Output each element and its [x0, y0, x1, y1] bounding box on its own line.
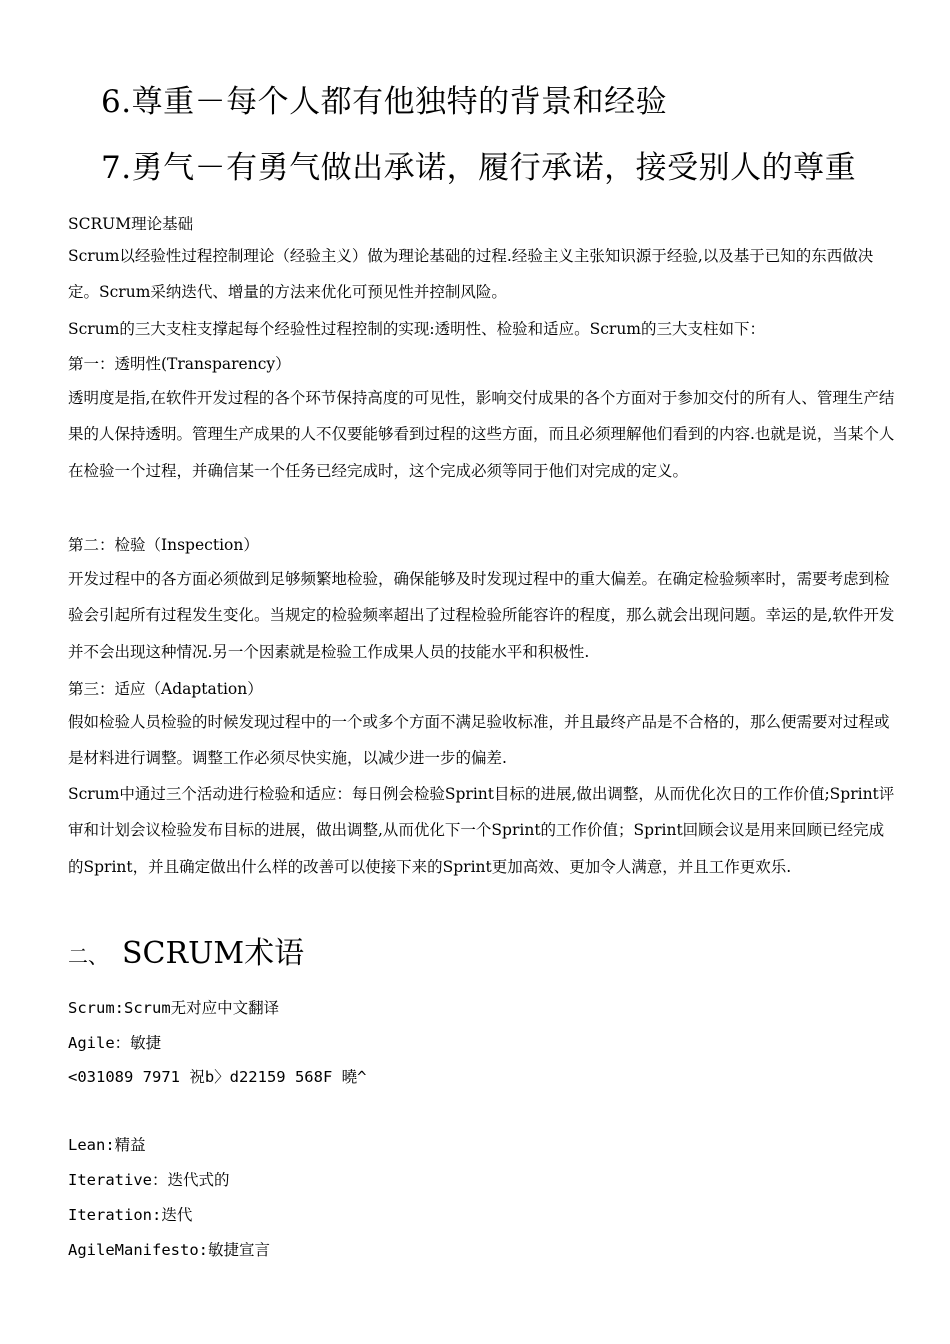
term-agile: Agile：敏捷 — [68, 1034, 162, 1052]
principle-courage: 7.勇气－有勇气做出承诺，履行承诺，接受别人的尊重 — [101, 150, 857, 186]
section-number: 二、 — [68, 944, 108, 968]
pillar-inspection-title: 第二：检验（Inspection） — [68, 536, 259, 554]
pillar-inspection-text: 开发过程中的各方面必须做到足够频繁地检验，确保能够及时发现过程中的重大偏差。在确定检验频率时，需要考虑到检验会引起所有过程发生变化。当规定的检验频率超出了过程检验所能容许的程度，那么就会出现问题。幸运的是,软件开发并不会出现这种情况.另一个因素就是检验工作成果人员的技能水平和积极性. — [68, 570, 895, 661]
section-heading-scrum-theory: SCRUM理论基础 — [68, 215, 194, 233]
paragraph-intro: Scrum以经验性过程控制理论（经验主义）做为理论基础的过程.经验主义主张知识源于经验,以及基于已知的东西做决定。Scrum采纳迭代、增量的方法来优化可预见性并控制风险。 — [68, 247, 874, 302]
pillar-transparency-title: 第一：透明性(Transparency） — [68, 355, 291, 373]
section-title: SCRUM术语 — [122, 936, 305, 971]
principle-respect: 6.尊重－每个人都有他独特的背景和经验 — [101, 84, 668, 120]
paragraph-pillars-intro: Scrum的三大支柱支撑起每个经验性过程控制的实现:透明性、检验和适应。Scrum的三大支柱如下： — [68, 320, 766, 338]
term-scrum: Scrum:Scrum无对应中文翻译 — [68, 999, 280, 1017]
pillar-transparency-text: 透明度是指,在软件开发过程的各个环节保持高度的可见性，影响交付成果的各个方面对于参加交付的所有人、管理生产结果的人保持透明。管理生产成果的人不仅要能够看到过程的这些方面，而且必须理解他们看到的内容.也就是说，当某个人在检验一个过程，并确信某一个任务已经完成时，这个完成必须等同于他们对完成的定义。 — [68, 389, 895, 480]
pillar-adaptation-title: 第三：适应（Adaptation） — [68, 680, 263, 698]
pillar-adaptation-text: 假如检验人员检验的时候发现过程中的一个或多个方面不满足验收标准，并且最终产品是不合格的，那么便需要对过程或是材料进行调整。调整工作必须尽快实施，以减少进一步的偏差. — [68, 713, 890, 768]
term-iterative: Iterative：迭代式的 — [68, 1171, 230, 1189]
section-heading-scrum-terms — [68, 932, 304, 980]
term-lean: Lean:精益 — [68, 1136, 146, 1154]
term-agile-manifesto: AgileManifesto:敏捷宣言 — [68, 1241, 270, 1259]
paragraph-scrum-events: Scrum中通过三个活动进行检验和适应：每日例会检验Sprint目标的进展,做出调整，从而优化次日的工作价值;Sprint评审和计划会议检验发布目标的进展，做出调整,从而优化下一个Sprint的工作价值；Sprint回顾会议是用来回顾已经完成的Sprint，并且确定做出什么样的改善可以使接下来的Sprint更加高效、更加令人满意，并且工作更欢乐. — [68, 785, 895, 876]
term-iteration: Iteration:迭代 — [68, 1206, 193, 1224]
term-garbled-line: <031089 7971 祝b〉d22159 568F 曉^ — [68, 1068, 367, 1086]
